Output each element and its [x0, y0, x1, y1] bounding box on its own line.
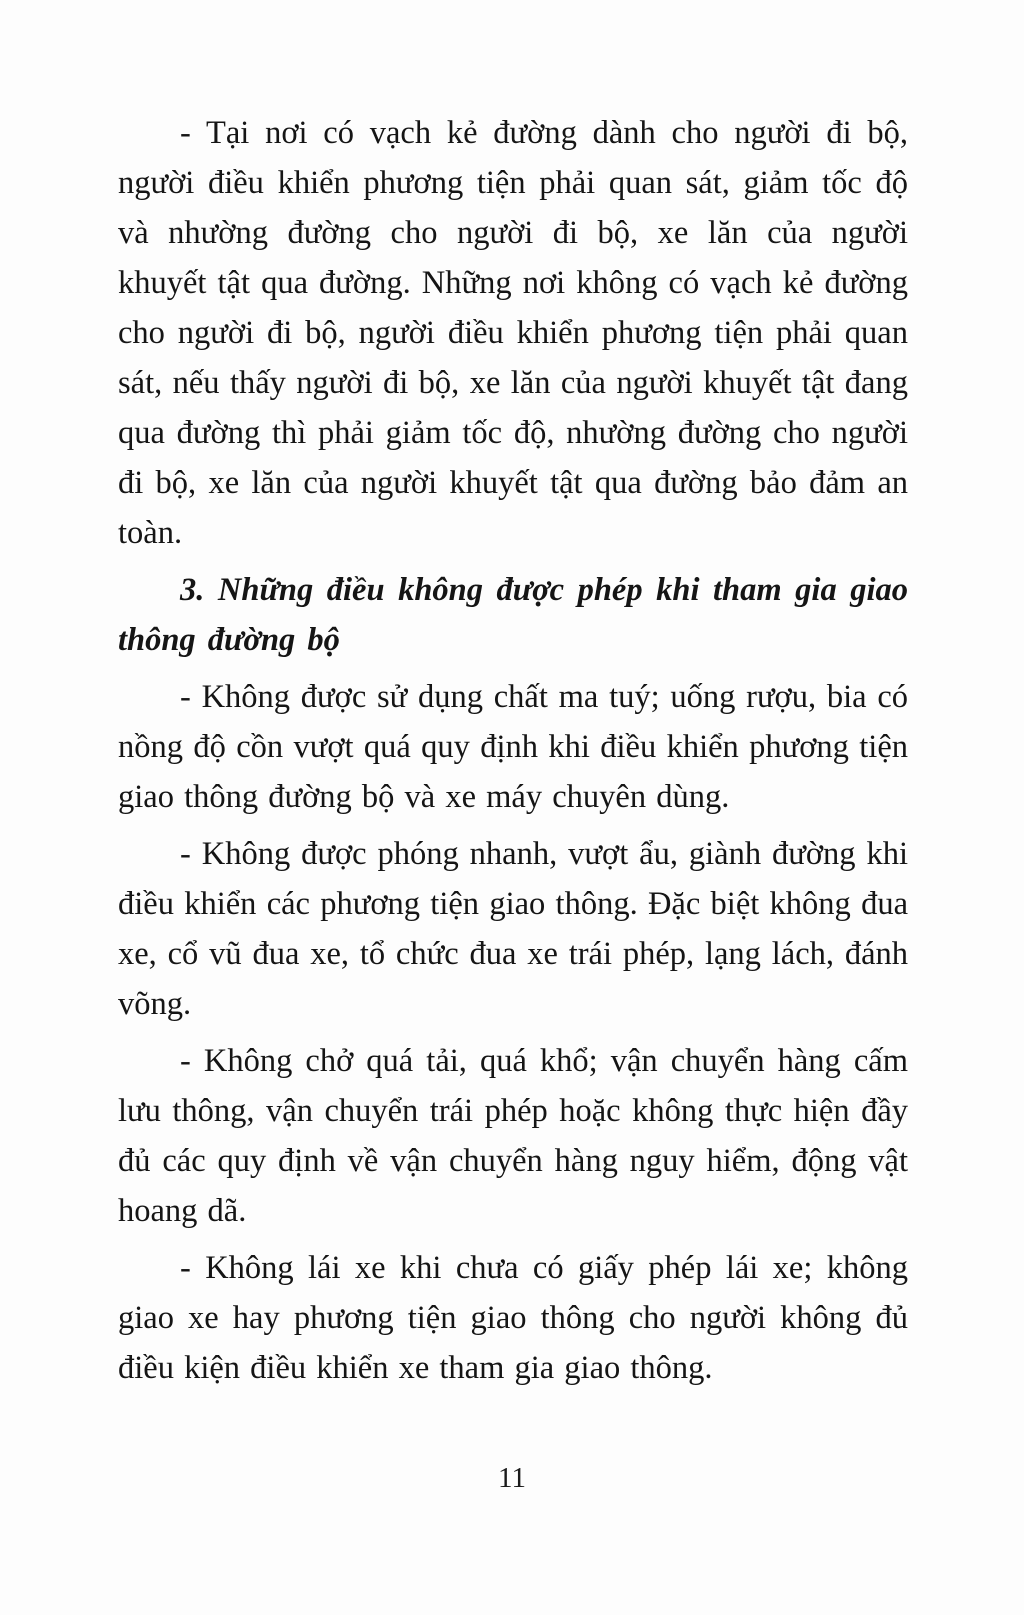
paragraph-no-overload-contraband: - Không chở quá tải, quá khổ; vận chuyển hàng cấm lưu thông, vận chuyển trái phép hoặc không thực hiện đầy đủ các quy định về vận chuyển hàng nguy hiểm, động vật hoang dã.	[118, 1043, 908, 1229]
paragraph-no-unlicensed-driving: - Không lái xe khi chưa có giấy phép lái xe; không giao xe hay phương tiện giao thông cho người không đủ điều kiện điều khiển xe tham gia giao thông.	[118, 1250, 908, 1386]
page-number: 11	[498, 1462, 526, 1494]
paragraph-no-speeding-racing: - Không được phóng nhanh, vượt ẩu, giành đường khi điều khiển các phương tiện giao thông. Đặc biệt không đua xe, cổ vũ đua xe, tổ chức đua xe trái phép, lạng lách, đánh võng.	[118, 836, 908, 1022]
section-heading-prohibited-acts: 3. Những điều không được phép khi tham gia giao thông đường bộ	[118, 572, 908, 658]
paragraph-pedestrian-crossing: - Tại nơi có vạch kẻ đường dành cho người đi bộ, người điều khiển phương tiện phải quan sát, giảm tốc độ và nhường đường cho người đi bộ, xe lăn của người khuyết tật qua đường. Những nơi không có vạch kẻ đường cho người đi bộ, người điều khiển phương tiện phải quan sát, nếu thấy người đi bộ, xe lăn của người khuyết tật đang qua đường thì phải giảm tốc độ, nhường đường cho người đi bộ, xe lăn của người khuyết tật qua đường bảo đảm an toàn.	[118, 115, 908, 551]
paragraph-no-drugs-alcohol: - Không được sử dụng chất ma tuý; uống rượu, bia có nồng độ cồn vượt quá quy định khi điều khiển phương tiện giao thông đường bộ và xe máy chuyên dùng.	[118, 679, 908, 815]
page-body	[118, 108, 908, 1400]
